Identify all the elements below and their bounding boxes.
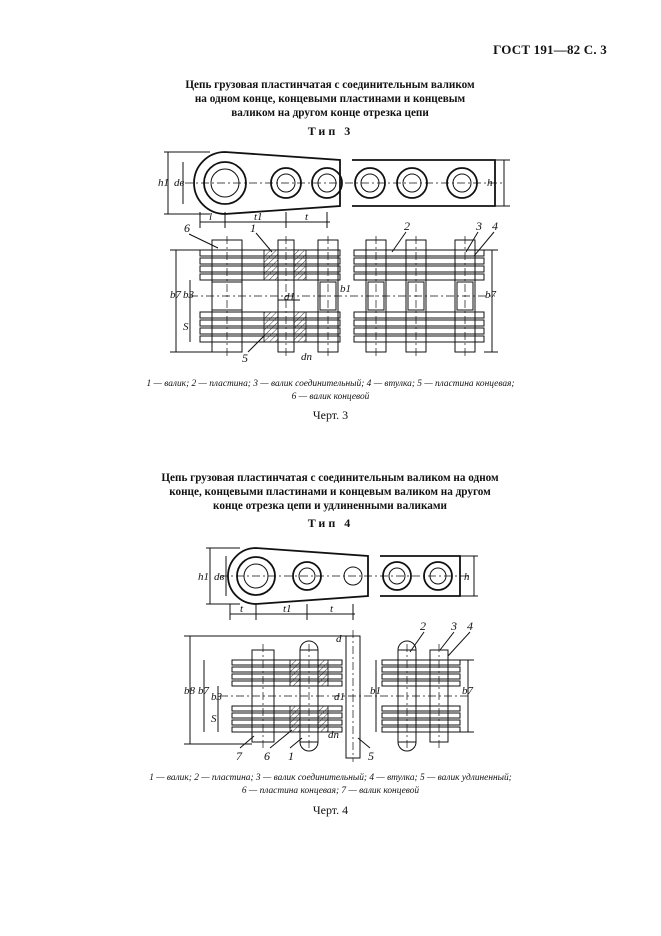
dim-b3-4: b3 [211, 691, 222, 703]
section4-title-line: конце, концевыми пластинами и концевым валиком на другом [169, 486, 491, 498]
dim-b7-right-4: b7 [462, 685, 473, 697]
dim-s: S [183, 321, 189, 333]
dim-b1-4: b1 [370, 685, 381, 697]
section3-title-line: валиком на другом конце отрезка цепи [231, 107, 429, 119]
section4-title-line: конце отрезка цепи и удлиненными валиками [213, 500, 447, 512]
callout-2-4: 2 [420, 619, 426, 633]
section4-figure-label: Черт. 4 [312, 803, 349, 817]
section4-caption-line: 6 — пластина концевая; 7 — валик концевой [241, 785, 420, 796]
dim-d1-4: d1 [334, 691, 345, 703]
section4-title-line: Цепь грузовая пластинчатая с соединительным валиком на одном [161, 472, 499, 484]
dim-dp-4: dп [328, 729, 339, 741]
section3-caption-line: 6 — валик концевой [291, 391, 370, 402]
section3-title-line: Цепь грузовая пластинчатая с соединительным валиком [185, 79, 475, 91]
callout-4: 4 [492, 219, 498, 233]
dim-dv: dв [174, 177, 185, 189]
type3-section-view [170, 219, 498, 365]
dim-b3: b3 [183, 289, 194, 301]
section4-caption-line: 1 — валик; 2 — пластина; 3 — валик соединительный; 4 — втулка; 5 — валик удлиненный; [149, 773, 512, 783]
callout-1-4: 1 [288, 749, 294, 763]
dim-d1: d1 [284, 291, 295, 303]
callout-5: 5 [242, 351, 248, 365]
section3-type-label: Тип 3 [307, 124, 354, 138]
dim-b1: b1 [340, 283, 351, 295]
callout-3-4: 3 [451, 619, 457, 633]
dim-h1-4: h1 [198, 571, 209, 583]
section3-title-line: на одном конце, концевыми пластинами и концевым [194, 93, 466, 105]
type4-top-view [198, 548, 478, 620]
callout-6-4: 6 [264, 749, 270, 763]
dim-dv-4: dв [214, 571, 225, 583]
dim-b7-right: b7 [485, 289, 496, 301]
section4-type-label: Тип 4 [307, 516, 354, 530]
type3-top-view [158, 152, 510, 228]
dim-b7-left-4: b7 [198, 685, 209, 697]
callout-4-4: 4 [467, 619, 473, 633]
section4-caption [100, 772, 561, 797]
section3-caption-line: 1 — валик; 2 — пластина; 3 — валик соединительный; 4 — втулка; 5 — пластина концевая; [146, 379, 515, 389]
dim-t1-4: t1 [283, 603, 292, 615]
dim-h-4: h [464, 571, 470, 583]
dim-b8: b8 [184, 685, 195, 697]
section3-figure-label: Черт. 3 [312, 408, 349, 422]
callout-3: 3 [476, 219, 482, 233]
dim-t-4a: t [240, 603, 244, 615]
callout-6: 6 [184, 221, 190, 235]
callout-2: 2 [404, 219, 410, 233]
callout-1: 1 [250, 221, 256, 235]
dim-l: l [209, 211, 213, 223]
section3-caption [100, 378, 561, 403]
dim-dp: dп [301, 351, 312, 363]
dim-b7-left: b7 [170, 289, 181, 301]
dim-t: t [305, 211, 309, 223]
dim-d: d [336, 633, 342, 645]
callout-5-4: 5 [368, 749, 374, 763]
dim-h: h [487, 177, 493, 189]
page-header: ГОСТ 191—82 С. 3 [493, 42, 607, 57]
dim-t1: t1 [254, 211, 263, 223]
dim-h1: h1 [158, 177, 169, 189]
type4-section-view [184, 619, 474, 763]
dim-t-4b: t [330, 603, 334, 615]
callout-7-4: 7 [236, 749, 242, 763]
dim-s-4: S [211, 713, 217, 725]
